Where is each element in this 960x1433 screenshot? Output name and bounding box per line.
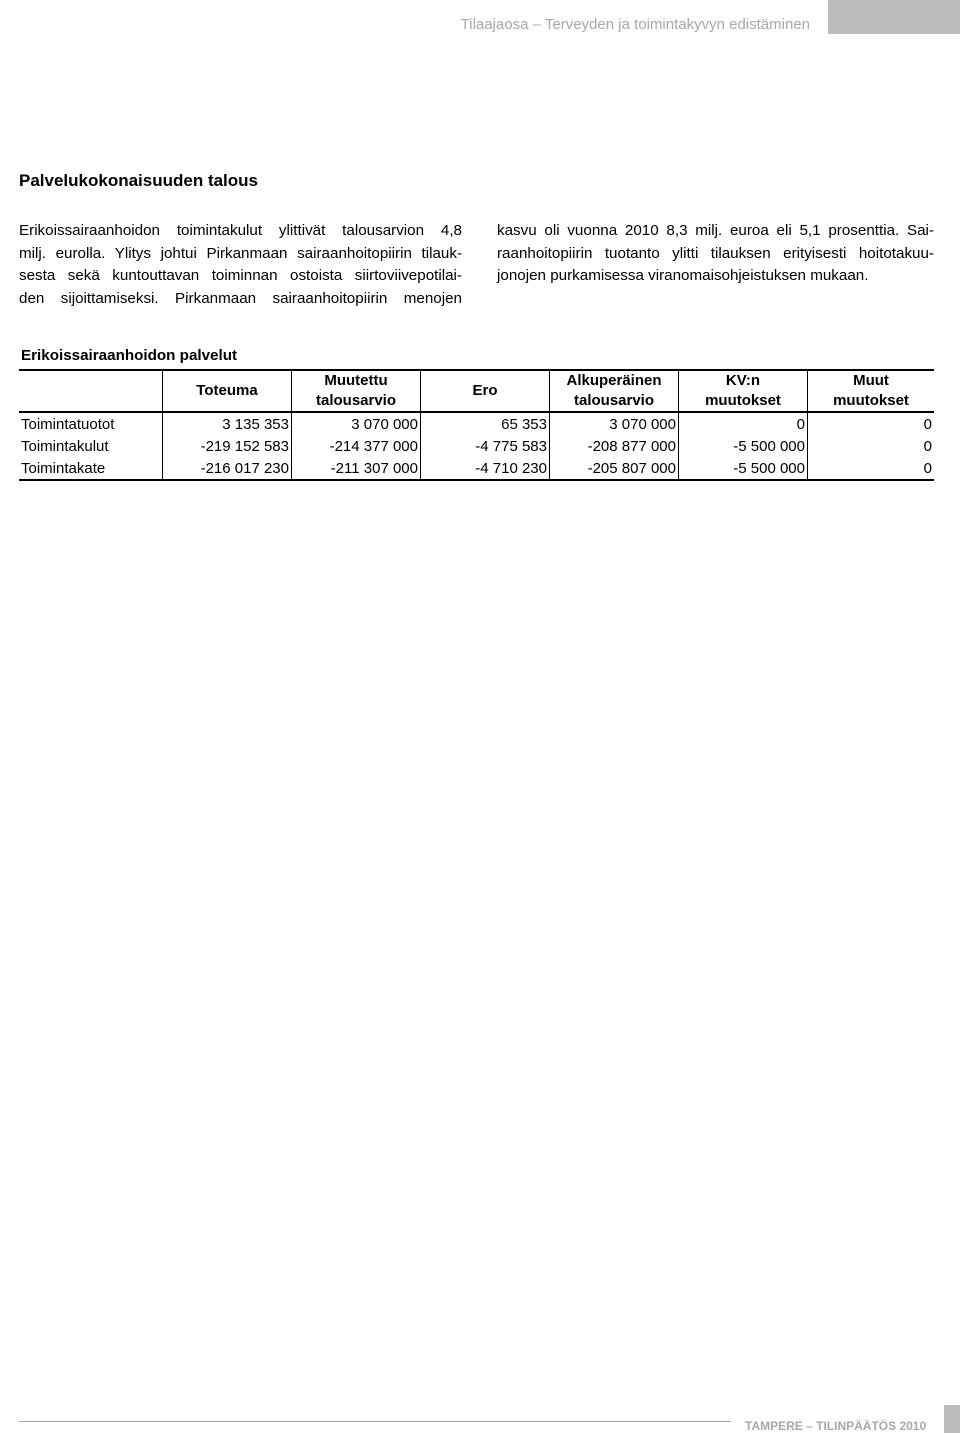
header-ero	[421, 370, 550, 412]
table-row	[19, 412, 934, 435]
header-toteuma	[163, 370, 292, 412]
header-label: Muut	[853, 372, 889, 389]
footer-decoration-block	[944, 1405, 960, 1433]
cell-muut-muutokset: 0	[923, 459, 932, 477]
body-line: Erikoissairaanhoidon toimintakulut ylittivät talousarvion 4,8	[19, 222, 462, 239]
cell-toteuma: -219 152 583	[163, 435, 292, 457]
body-line: sesta sekä kuntouttavan toiminnan ostoista siirtoviivepotilai-	[19, 267, 462, 285]
cell-alkuperainen: -205 807 000	[550, 457, 679, 480]
header-alkuperainen-talousarvio	[550, 370, 679, 412]
footer-text: TAMPERE – TILINPÄÄTÖS 2010	[745, 1419, 927, 1433]
header-decoration-block	[828, 0, 960, 34]
body-line: kasvu oli vuonna 2010 8,3 milj. euroa eli 5,1 prosenttia. Sai-	[497, 222, 934, 239]
footer-divider	[19, 1421, 731, 1422]
header-label: muutokset	[705, 392, 781, 409]
header-label: Muutettu	[324, 372, 388, 389]
header-label: talousarvio	[315, 392, 397, 409]
cell-ero: -4 775 583	[421, 435, 550, 457]
header-muutettu-talousarvio	[292, 370, 421, 412]
cell-toteuma: -216 017 230	[163, 457, 292, 480]
cell-ero: -4 710 230	[421, 457, 550, 480]
body-text-right-column	[497, 220, 934, 288]
header-label: muutokset	[833, 392, 909, 409]
header-label: KV:n	[725, 372, 761, 389]
table-title: Erikoissairaanhoidon palvelut	[21, 347, 238, 364]
body-line: milj. eurolla. Ylitys johtui Pirkanmaan sairaanhoitopiirin tilauk-	[19, 244, 462, 262]
row-label: Toimintatuotot	[19, 412, 163, 435]
body-line: raanhoitopiirin tuotanto ylitti tilauksen erityisesti hoitotakuu-	[497, 244, 934, 262]
cell-muutettu: -214 377 000	[292, 435, 421, 457]
section-heading: Palvelukokonaisuuden talous	[19, 171, 259, 190]
cell-muut-muutokset: 0	[923, 415, 932, 433]
cell-ero: 65 353	[421, 412, 550, 435]
cell-kv-muutokset: 0	[679, 412, 808, 435]
row-label: Toimintakulut	[19, 435, 163, 457]
running-header: Tilaajaosa – Terveyden ja toimintakyvyn edistäminen	[460, 16, 810, 33]
cell-kv-muutokset: -5 500 000	[679, 457, 808, 480]
header-label: talousarvio	[573, 392, 655, 409]
cell-toteuma: 3 135 353	[163, 412, 292, 435]
header-empty-cell	[19, 370, 163, 412]
cell-muut-muutokset: 0	[923, 437, 932, 455]
budget-table	[19, 369, 934, 481]
body-text-left-column	[19, 220, 462, 311]
row-label: Toimintakate	[19, 457, 163, 480]
cell-alkuperainen: 3 070 000	[550, 412, 679, 435]
cell-kv-muutokset: -5 500 000	[679, 435, 808, 457]
header-label: Alkuperäinen	[566, 372, 662, 389]
body-line: den sijoittamiseksi. Pirkanmaan sairaanhoitopiirin menojen	[19, 290, 462, 308]
header-kv-muutokset	[679, 370, 808, 412]
cell-alkuperainen: -208 877 000	[550, 435, 679, 457]
table-row	[19, 435, 934, 457]
body-line: jonojen purkamisessa viranomaisohjeistuksen mukaan.	[497, 267, 869, 285]
table-header-row	[19, 370, 934, 412]
header-label: Ero	[472, 382, 498, 399]
cell-muutettu: 3 070 000	[292, 412, 421, 435]
table-row	[19, 457, 934, 480]
header-muut-muutokset	[808, 370, 935, 412]
header-label: Toteuma	[196, 382, 258, 399]
cell-muutettu: -211 307 000	[292, 457, 421, 480]
